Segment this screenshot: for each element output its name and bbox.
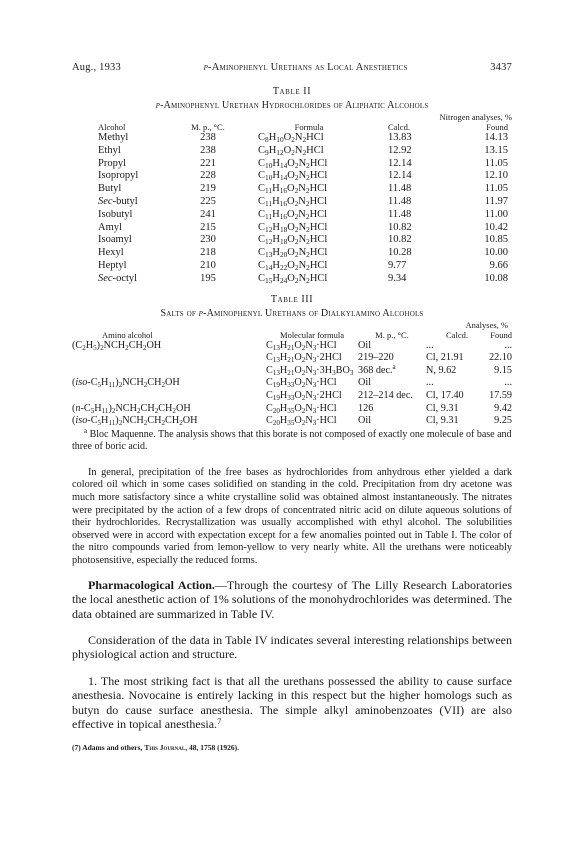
table2-group-header: Nitrogen analyses, %: [439, 112, 512, 122]
table2-col-calcd: Calcd.: [388, 122, 410, 132]
table2-cell-formula: $C_{12}H_{18}O_2N_2HCl$: [258, 234, 328, 247]
table2-cell-calcd: 10.28: [388, 247, 412, 259]
table2-cell-mp: 238: [200, 132, 216, 143]
table2-cell-mp: 215: [200, 221, 216, 233]
table3-row: [72, 415, 512, 428]
table2-row: [72, 170, 512, 183]
table2-cell-mp: 241: [200, 208, 216, 220]
paragraph-precipitation: In general, precipitation of the free bases as hydrochlorides from anhydrous ether yielded a dark colored oil which in some cases solidified on standing in the cold. Precipitation from dry acetone was much more satisfactory since a white crystalline solid was obtained almost instantaneously. The nitrates were precipitated by the action of a few drops of concentrated nitric acid on dilute aqueous solutions of their hydrochlorides. Recrystallization was usually accomplished with ethyl alcohol. The solubilities observed were in accord with expectation except for a few anomalies pointed out in Table I. The color of the nitro compounds varied from lemon-yellow to very nearly white. All the urethans were noticeably photosensitive, especially the reduced forms.: [72, 466, 512, 566]
table2-cell-calcd: 11.48: [388, 195, 412, 207]
table2-cell-formula: $C_{11}H_{16}O_2N_2HCl$: [258, 195, 328, 208]
table2-cell-formula: $C_9H_{12}O_2N_2HCl$: [258, 144, 324, 157]
page: [72, 62, 512, 752]
table3-col-formula: Molecular formula: [280, 329, 344, 340]
paragraph-point-one: [72, 674, 512, 732]
table2-cell-alcohol: Isobutyl: [98, 208, 133, 220]
table3-cell-amino: $(C_2H_5)_2NCH_2CH_2OH$: [72, 339, 162, 352]
table2-cell-formula: $C_{11}H_{16}O_2N_2HCl$: [258, 208, 328, 221]
table2-cell-found: 12.10: [484, 170, 508, 182]
table2-cell-calcd: 11.48: [388, 208, 412, 220]
table3-row: [72, 390, 512, 403]
table2-cell-alcohol: Ethyl: [98, 144, 121, 156]
table2-cell-mp: 230: [200, 234, 216, 246]
table3-cell-mp: 219–220: [358, 352, 394, 364]
table3-col-calcd: Calcd.: [446, 329, 468, 340]
table3: [72, 320, 512, 428]
table2-row: [72, 234, 512, 247]
table2-cell-mp: 225: [200, 195, 216, 207]
table2-row: [72, 196, 512, 209]
table2-col-alcohol: Alcohol: [98, 122, 126, 132]
table2-row: [72, 260, 512, 273]
table2-cell-found: 11.05: [484, 183, 508, 195]
table3-label: Table III: [270, 293, 314, 305]
table2-cell-calcd: 9.77: [388, 259, 407, 271]
table2-cell-calcd: 12.14: [388, 170, 412, 182]
table2-cell-alcohol: Butyl: [98, 183, 122, 195]
table2-cell-found: 10.85: [484, 234, 508, 246]
table2-row: [72, 183, 512, 196]
table2-cell-alcohol: Propyl: [98, 157, 127, 169]
table3-title: Salts of p-Aminophenyl Urethans of Dialkylamino Alcohols: [160, 307, 424, 319]
table2-cell-mp: 195: [200, 272, 216, 284]
table3-cell-formula: $C_{13}H_{21}O_2N_3\cdot 2HCl$: [266, 352, 342, 365]
table2-row: [72, 158, 512, 171]
table2-row: [72, 273, 512, 286]
table2-cell-formula: $C_{10}H_{14}O_2N_2HCl$: [258, 157, 328, 170]
table2-cell-alcohol: Isopropyl: [98, 170, 139, 182]
table3-col-mp: M. p., °C.: [375, 329, 409, 340]
table3-cell-calcd: Cl, 9.31: [426, 415, 459, 427]
table2-cell-calcd: 12.92: [388, 144, 412, 156]
table2-body: [72, 132, 512, 286]
paragraph-consideration: Consideration of the data in Table IV indicates several interesting relationships between physiological action and structure.: [72, 632, 512, 662]
table3-col-found: Found: [490, 329, 512, 340]
table2-cell-mp: 219: [200, 183, 216, 195]
table3-cell-formula: $C_{20}H_{35}O_2N_3\cdot HCl$: [266, 415, 337, 428]
table3-cell-amino: [72, 365, 266, 378]
table3-cell-calcd: Cl, 17.40: [426, 389, 464, 401]
table2-cell-mp: 218: [200, 247, 216, 259]
page-number: 3437: [490, 62, 512, 73]
table2-cell-formula: $C_{15}H_{24}O_2N_2HCl$: [258, 272, 328, 285]
table2-row: [72, 132, 512, 145]
table2-cell-found: 13.15: [484, 144, 508, 156]
reference-mark: 7: [217, 717, 222, 727]
table3-cell-amino: $(n-C_5H_{11})_2NCH_2CH_2CH_2OH$: [72, 402, 191, 415]
table2-cell-alcohol: Sec-octyl: [98, 272, 138, 284]
table3-cell-mp: Oil: [358, 415, 372, 427]
table3-cell-calcd: Cl, 9.31: [426, 402, 459, 414]
table3-cell-found: 9.15: [494, 364, 512, 376]
table3-body: [72, 340, 512, 428]
section-heading: Pharmacological Action.: [88, 577, 215, 592]
table3-cell-calcd: ...: [426, 339, 434, 351]
table2-row: [72, 209, 512, 222]
paragraph-point-one-text: 1. The most striking fact is that all the urethans possessed the ability to cause surface anesthesia. Novocaine is entirely lacking in this respect but the higher homologs such as butyn do cause surface anesthesia. The simple alkyl aminobenzoates (VII) are also effective in topical anesthesia.: [72, 673, 512, 732]
table2-cell-found: 11.05: [484, 157, 508, 169]
table2-cell-mp: 221: [200, 157, 216, 169]
table3-footnote: [72, 426, 512, 453]
running-header: [72, 62, 512, 73]
table3-cell-mp: 212–214 dec.: [358, 389, 413, 401]
table3-cell-mp: 126: [358, 402, 374, 414]
table3-cell-formula: $C_{13}H_{21}O_2N_3\cdot 3H_3BO_3$: [266, 364, 354, 377]
table3-row: [72, 365, 512, 378]
table2: [72, 112, 512, 286]
table2-label: Table II: [272, 86, 312, 97]
table2-cell-formula: $C_{12}H_{18}O_2N_2HCl$: [258, 221, 328, 234]
table2-cell-found: 10.42: [484, 221, 508, 233]
table3-row: [72, 340, 512, 353]
table2-row: [72, 222, 512, 235]
table3-cell-amino: $(iso-C_5H_{11})_2NCH_2CH_2OH$: [72, 377, 180, 390]
table3-cell-formula: $C_{13}H_{21}O_2N_3\cdot HCl$: [266, 339, 337, 352]
table3-cell-found: ...: [504, 377, 512, 389]
table2-cell-calcd: 11.48: [388, 183, 412, 195]
table2-row: [72, 247, 512, 260]
table3-col-amino: Amino alcohol: [102, 329, 153, 340]
reference-footnote: (7) Adams and others, This Journal, 48, 1758 (1926).: [72, 743, 239, 753]
table3-cell-mp: Oil: [358, 339, 372, 351]
table2-cell-alcohol: Heptyl: [98, 259, 127, 271]
table3-group-header: Analyses, %: [465, 319, 508, 330]
table3-cell-found: 9.25: [494, 415, 512, 427]
table2-cell-calcd: 9.34: [388, 272, 407, 284]
table2-cell-mp: 238: [200, 144, 216, 156]
table3-cell-formula: $C_{20}H_{35}O_2N_3\cdot HCl$: [266, 402, 337, 415]
table2-cell-calcd: 10.82: [388, 221, 412, 233]
table3-row: [72, 377, 512, 390]
table2-title: p-Aminophenyl Urethan Hydrochlorides of Aliphatic Alcohols: [155, 100, 429, 111]
paragraph-pharmacological-text: —Through the courtesy of The Lilly Research Laboratories the local anesthetic action of 1% solutions of the monohydrochlorides was determined. The data obtained are summarized in Table IV.: [72, 577, 512, 621]
table3-cell-found: 9.42: [494, 402, 512, 414]
table3-cell-calcd: N, 9.62: [426, 364, 457, 376]
table3-cell-mp: Oil: [358, 377, 372, 389]
header-date: Aug., 1933: [72, 62, 121, 73]
table2-cell-found: 14.13: [484, 132, 508, 143]
table3-cell-calcd: Cl, 21.91: [426, 352, 464, 364]
table2-cell-alcohol: Amyl: [98, 221, 122, 233]
table2-col-formula: Formula: [294, 122, 324, 132]
footnote-mark: a: [84, 426, 88, 435]
table2-cell-found: 10.08: [484, 272, 508, 284]
table2-cell-formula: $C_8H_{10}O_2N_2HCl$: [258, 132, 324, 144]
table2-col-found: Found: [486, 122, 508, 132]
table2-cell-alcohol: Hexyl: [98, 247, 124, 259]
table3-cell-formula: $C_{19}H_{33}O_2N_3\cdot HCl$: [266, 377, 337, 390]
table2-cell-alcohol: Methyl: [98, 132, 129, 143]
table2-cell-calcd: 10.82: [388, 234, 412, 246]
table3-cell-amino: [72, 390, 266, 403]
table2-cell-mp: 210: [200, 259, 216, 271]
table3-row: [72, 352, 512, 365]
table3-row: [72, 403, 512, 416]
paragraph-pharmacological: [72, 578, 512, 621]
table2-cell-found: 11.00: [484, 208, 508, 220]
table2-cell-found: 10.00: [484, 247, 508, 259]
footnote-text: Bloc Maquenne. The analysis shows that this borate is not composed of exactly one molecule of base and three of boric acid.: [72, 428, 512, 452]
table3-cell-found: 17.59: [489, 389, 512, 401]
table2-cell-alcohol: Isoamyl: [98, 234, 132, 246]
table2-cell-mp: 228: [200, 170, 216, 182]
table2-row: [72, 145, 512, 158]
table2-cell-calcd: 13.83: [388, 132, 412, 143]
table3-cell-formula: $C_{19}H_{33}O_2N_3\cdot 2HCl$: [266, 389, 342, 402]
table2-cell-formula: $C_{13}H_{20}O_2N_2HCl$: [258, 247, 328, 260]
header-title: p-Aminophenyl Urethans as Local Anesthetics: [203, 62, 408, 73]
table2-cell-found: 11.97: [484, 195, 508, 207]
table2-col-mp: M. p., °C.: [191, 122, 225, 132]
table2-cell-calcd: 12.14: [388, 157, 412, 169]
table2-cell-formula: $C_{14}H_{22}O_2N_2HCl$: [258, 259, 328, 272]
table3-cell-found: 22.10: [489, 352, 512, 364]
table3-cell-found: ...: [504, 339, 512, 351]
table3-cell-amino: [72, 352, 266, 365]
table2-cell-found: 9.66: [489, 259, 508, 271]
table2-cell-alcohol: Sec-butyl: [98, 195, 138, 207]
table3-cell-calcd: ...: [426, 377, 434, 389]
table3-cell-mp: 368 dec.$^a$: [358, 362, 396, 376]
table2-cell-formula: $C_{11}H_{16}O_2N_2HCl$: [258, 183, 328, 196]
table2-cell-formula: $C_{10}H_{14}O_2N_2HCl$: [258, 170, 328, 183]
table3-cell-amino: $(iso-C_5H_{11})_2NCH_2CH_2CH_2OH$: [72, 415, 198, 428]
